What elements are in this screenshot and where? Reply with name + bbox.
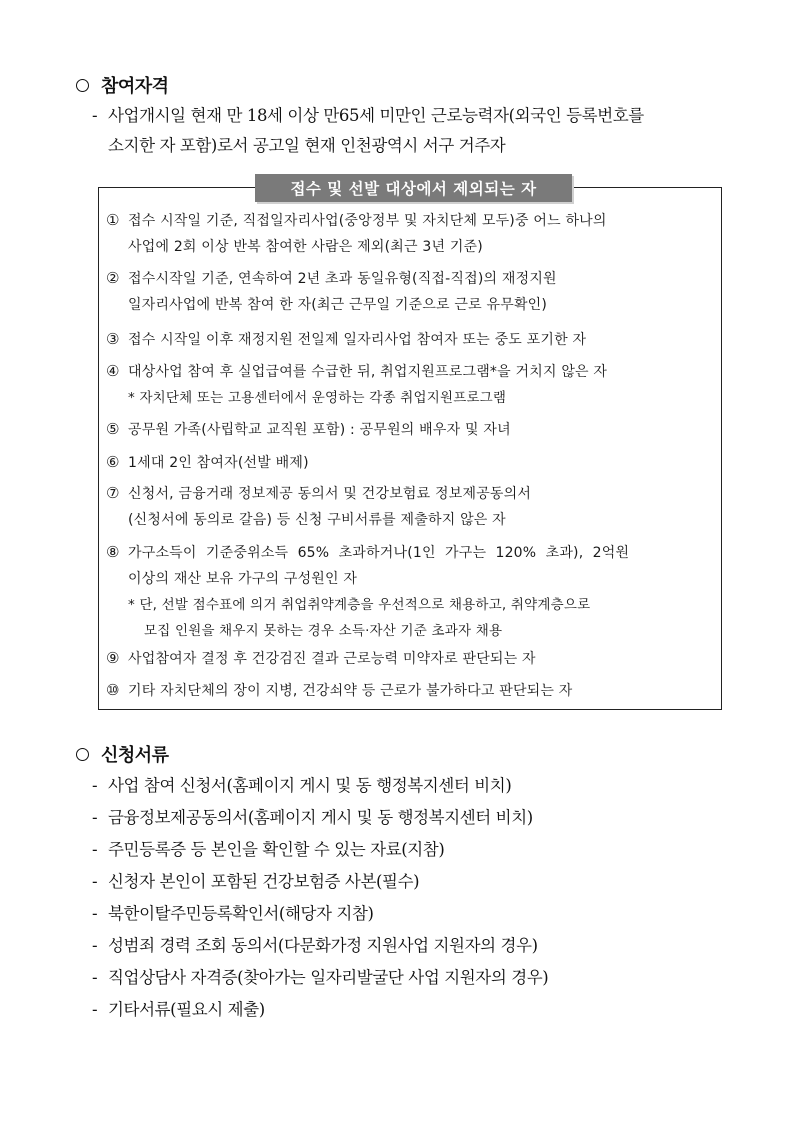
circle-bullet-icon xyxy=(76,79,89,92)
item-number: ② xyxy=(106,269,120,287)
eligibility-line-2: 소지한 자 포함)로서 공고일 현재 인천광역시 서구 거주자 xyxy=(108,136,506,155)
document-item: - 기타서류(필요시 제출) xyxy=(92,1000,265,1019)
exclusion-item-3: ③ 접수 시작일 이후 재정지원 전일제 일자리사업 참여자 또는 중도 포기한 자 xyxy=(106,326,716,353)
exclusion-item-4: ④ 대상사업 참여 후 실업급여를 수급한 뒤, 취업지원프로그램*을 거치지 않은 자 * 자치단체 또는 고용센터에서 운영하는 각종 취업지원프로그램 xyxy=(106,358,716,411)
item-number: ⑦ xyxy=(106,484,120,502)
eligibility-title-text: 참여자격 xyxy=(101,76,169,97)
item-number: ⑧ xyxy=(106,543,120,561)
dash-bullet: - xyxy=(92,106,98,125)
document-item: - 주민등록증 등 본인을 확인할 수 있는 자료(지참) xyxy=(92,840,445,859)
item-number: ③ xyxy=(106,330,120,348)
circle-bullet-icon xyxy=(76,748,89,761)
documents-title-text: 신청서류 xyxy=(101,745,169,766)
eligibility-line-1: - 사업개시일 현재 만 18세 이상 만65세 미만인 근로능력자(외국인 등록번호를 xyxy=(92,101,644,131)
document-item: - 금융정보제공동의서(홈페이지 게시 및 동 행정복지센터 비치) xyxy=(92,808,533,827)
exclusion-item-1: ① 접수 시작일 기준, 직접일자리사업(중앙정부 및 자치단체 모두)중 어느 하나의 사업에 2회 이상 반복 참여한 사람은 제외(최근 3년 기준) xyxy=(106,207,716,260)
document-item: - 신청자 본인이 포함된 건강보험증 사본(필수) xyxy=(92,872,420,891)
item-number: ④ xyxy=(106,362,120,380)
item-number: ⑩ xyxy=(106,681,120,699)
exclusion-note: * 자치단체 또는 고용센터에서 운영하는 각종 취업지원프로그램 xyxy=(128,390,507,406)
item-number: ⑨ xyxy=(106,649,120,667)
item-number: ⑥ xyxy=(106,453,120,471)
exclusion-note: * 단, 선발 점수표에 의거 취업취약계층을 우선적으로 채용하고, 취약계층으로 xyxy=(128,597,591,613)
item-number: ⑤ xyxy=(106,420,120,438)
exclusion-item-10: ⑩ 기타 자치단체의 장이 지병, 건강쇠약 등 근로가 불가하다고 판단되는 자 xyxy=(106,677,716,704)
exclusion-box-header: 접수 및 선발 대상에서 제외되는 자 xyxy=(255,174,572,202)
documents-section-title xyxy=(76,741,169,767)
item-number: ① xyxy=(106,211,120,229)
exclusion-item-6: ⑥ 1세대 2인 참여자(선발 배제) xyxy=(106,449,716,476)
exclusion-item-2: ② 접수시작일 기준, 연속하여 2년 초과 동일유형(직접-직접)의 재정지원 일자리사업에 반복 참여 한 자(최근 근무일 기준으로 근로 유무확인) xyxy=(106,265,716,318)
document-item: - 북한이탈주민등록확인서(해당자 지참) xyxy=(92,904,374,923)
document-item: - 직업상담사 자격증(찾아가는 일자리발굴단 사업 지원자의 경우) xyxy=(92,968,549,987)
exclusion-note-continued: 모집 인원을 채우지 못하는 경우 소득·자산 기준 초과자 채용 xyxy=(144,623,503,639)
eligibility-section-title xyxy=(76,72,169,98)
document-item: - 성범죄 경력 조회 동의서(다문화가정 지원사업 지원자의 경우) xyxy=(92,936,538,955)
exclusion-item-5: ⑤ 공무원 가족(사립학교 교직원 포함) : 공무원의 배우자 및 자녀 xyxy=(106,416,716,443)
document-item: - 사업 참여 신청서(홈페이지 게시 및 동 행정복지센터 비치) xyxy=(92,776,512,795)
exclusion-item-9: ⑨ 사업참여자 결정 후 건강검진 결과 근로능력 미약자로 판단되는 자 xyxy=(106,645,716,672)
exclusion-item-7: ⑦ 신청서, 금융거래 정보제공 동의서 및 건강보험료 정보제공동의서 (신청서에 동의로 갈음) 등 신청 구비서류를 제출하지 않은 자 xyxy=(106,480,716,533)
exclusion-item-8: ⑧ 가구소득이 기준중위소득 65% 초과하거나(1인 가구는 120% 초과), 2억원 이상의 재산 보유 가구의 구성원인 자 * 단, 선발 점수표에 의거 취업취약계층을 우선적으로 채용하고, 취약계층으로 모집 인원을 채우지 못하는 경우 소득·자산 기준 초과자 채용 xyxy=(106,539,716,644)
